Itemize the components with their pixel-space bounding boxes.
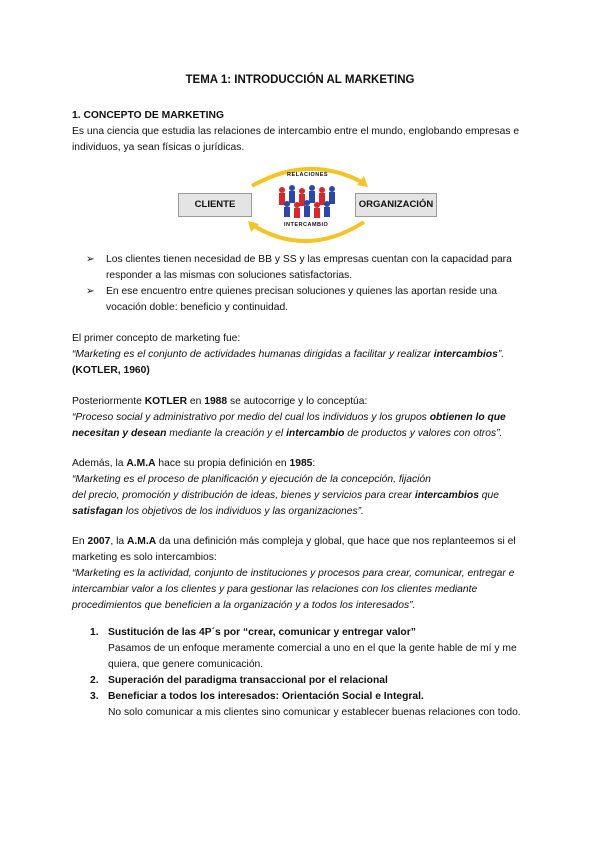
ama-2007-paragraph <box>72 534 530 614</box>
numbered-list <box>88 625 532 721</box>
list-item-title: Superación del paradigma transaccional por el relacional <box>108 675 388 686</box>
text: Además, la <box>72 458 127 469</box>
quote-line: procedimientos que beneficien a la organización y a todos los interesados”. <box>72 600 416 611</box>
citation: (KOTLER, 1960) <box>72 365 150 376</box>
text: da una definición más compleja y global, que hace que nos replanteemos si el <box>156 536 516 547</box>
quote-line <box>72 504 530 520</box>
list-item-title: Beneficiar a todos los interesados: Orientación Social e Integral. <box>108 691 424 702</box>
bullet-line: vocación doble: beneficio y continuidad. <box>106 302 289 313</box>
ama-1985-paragraph <box>72 456 530 520</box>
text: de productos y valores con otros”. <box>344 428 503 439</box>
list-item-desc: No solo comunicar a mis clientes sino comunicar y establecer buenas relaciones con todo. <box>108 707 521 718</box>
list-number: 3. <box>90 691 99 702</box>
bullet-line: responder a las mismas con soluciones satisfactorias. <box>106 270 353 281</box>
bullet-item <box>86 284 530 316</box>
section-heading: 1. CONCEPTO DE MARKETING <box>72 110 224 121</box>
quote-line: “Marketing es la actividad, conjunto de instituciones y procesos para crear, comunicar, entregar e <box>72 568 515 579</box>
text: en <box>187 396 205 407</box>
text: se autocorrige y lo conceptúa: <box>227 396 368 407</box>
arrow-bullet-icon: ➢ <box>86 254 95 265</box>
cliente-box: CLIENTE <box>178 193 252 217</box>
quote-line <box>72 410 530 426</box>
quote-text: “Marketing es el conjunto de actividades humanas dirigidas a facilitar y realizar <box>72 349 434 360</box>
text: hace su propia definición en <box>155 458 290 469</box>
intercambio-label: INTERCAMBIO <box>284 222 329 228</box>
quote-line <box>72 426 530 442</box>
list-item <box>88 689 532 721</box>
list-item-title: Sustitución de las 4P´s por “crear, comunicar y entregar valor” <box>108 627 416 638</box>
bullet-item <box>86 252 530 284</box>
text: “Proceso social y administrativo por medio del cual los individuos y los grupos <box>72 412 430 423</box>
page-title: TEMA 1: INTRODUCCIÓN AL MARKETING <box>185 74 415 86</box>
quote-line <box>72 488 530 504</box>
quote-text: ”. <box>497 349 505 360</box>
bullet-line: En ese encuentro entre quienes precisan soluciones y quienes las aportan reside una <box>106 286 497 297</box>
definition-line: individuos, ya sean físicas o jurídicas. <box>72 142 245 153</box>
text: : <box>312 458 316 469</box>
bold: A.M.A <box>127 536 157 547</box>
exchange-diagram <box>178 160 438 256</box>
paragraph-line: marketing es solo intercambios: <box>72 552 217 563</box>
bold: satisfagan <box>72 506 123 517</box>
relaciones-label: RELACIONES <box>287 172 329 178</box>
text: los objetivos de los individuos y las organizaciones”. <box>122 506 364 517</box>
organizacion-box: ORGANIZACIÓN <box>355 193 437 217</box>
list-item-desc: Pasamos de un enfoque meramente comercial a uno en el que la gente hable de mí y me <box>108 643 517 654</box>
bold: intercambios <box>414 490 479 501</box>
bold: KOTLER <box>144 396 188 407</box>
arrow-bullet-icon: ➢ <box>86 286 95 297</box>
kotler-1988-paragraph <box>72 394 530 442</box>
quote-bold: intercambios <box>433 349 498 360</box>
bullet-line: Los clientes tienen necesidad de BB y SS y las empresas cuentan con la capacidad para <box>106 254 512 265</box>
bold: 1985 <box>289 458 313 469</box>
quote-line: intercambiar valor a los clientes y para gestionar las relaciones con los clientes mediante <box>72 584 478 595</box>
text: En <box>72 536 88 547</box>
text: mediante la creación y el <box>166 428 287 439</box>
bold: necesitan y desean <box>72 428 167 439</box>
bold: obtienen lo que <box>429 412 506 423</box>
text: , la <box>110 536 127 547</box>
quote-line: “Marketing es el proceso de planificación y ejecución de la concepción, fijación <box>72 474 431 485</box>
text: Posteriormente <box>72 396 145 407</box>
paragraph-intro <box>72 534 530 550</box>
bold: 2007 <box>87 536 111 547</box>
bold: intercambio <box>286 428 345 439</box>
list-number: 2. <box>90 675 99 686</box>
list-item <box>88 625 532 673</box>
quote-line <box>72 347 530 363</box>
definition-line: Es una ciencia que estudia las relaciones de intercambio entre el mundo, englobando empresas e <box>72 126 520 137</box>
bold: 1988 <box>204 396 228 407</box>
paragraph-intro <box>72 394 530 410</box>
bold: A.M.A <box>126 458 156 469</box>
paragraph-intro <box>72 456 530 472</box>
kotler-1960-paragraph <box>72 331 530 379</box>
text: que <box>478 490 499 501</box>
list-number: 1. <box>90 627 99 638</box>
bullet-list <box>86 252 530 316</box>
paragraph-intro: El primer concepto de marketing fue: <box>72 333 241 344</box>
definition-text <box>72 124 530 156</box>
list-item-desc: quiera, que genere comunicación. <box>108 659 264 670</box>
people-cluster-icon <box>279 185 335 218</box>
list-item <box>88 673 532 689</box>
text: del precio, promoción y distribución de ideas, bienes y servicios para crear <box>72 490 415 501</box>
